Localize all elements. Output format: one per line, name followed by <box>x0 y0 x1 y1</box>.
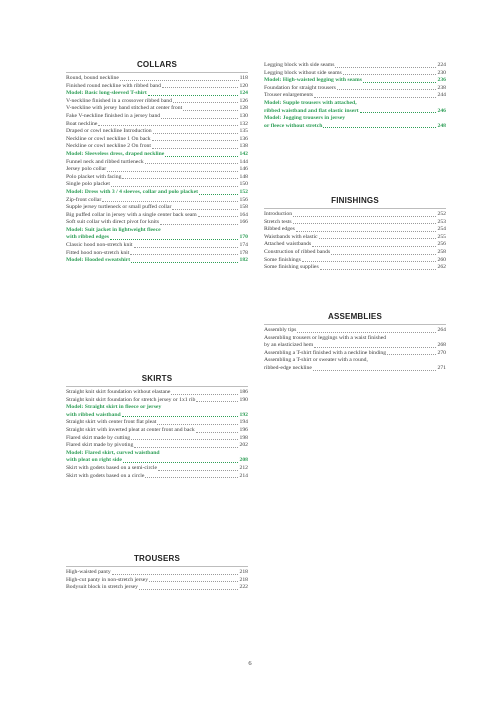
leader-dots <box>161 118 238 119</box>
toc-entry <box>66 128 248 136</box>
leader-dots <box>313 370 437 371</box>
leader-dots <box>120 80 239 81</box>
section-divider <box>66 566 248 567</box>
toc-entry-page: 208 <box>239 457 248 464</box>
toc-entry-title: Foundation for straight trousers <box>264 84 336 91</box>
toc-entry-title: Fitted hood non-stretch knit <box>66 249 130 256</box>
toc-entry-page: 142 <box>239 150 248 157</box>
toc-entry <box>264 211 446 219</box>
leader-dots <box>102 201 238 202</box>
leader-dots <box>172 209 238 210</box>
leader-dots <box>139 589 238 590</box>
leader-dots <box>162 87 239 88</box>
toc-entry-page: 158 <box>239 204 248 211</box>
toc-entry <box>66 159 248 167</box>
toc-entry-page: 152 <box>239 188 248 195</box>
toc-entry-page: 252 <box>437 211 446 217</box>
toc-entry-page: 186 <box>239 389 248 395</box>
toc-entry-title: Boat neckline <box>66 120 98 127</box>
toc-list-assemblies <box>264 327 446 373</box>
toc-entry-title: Polo placket with facing <box>66 173 122 180</box>
toc-entry <box>66 151 248 159</box>
section-divider <box>66 386 248 387</box>
toc-entry-page: 255 <box>437 233 446 240</box>
leader-dots <box>107 171 238 172</box>
toc-entry-page: 144 <box>239 158 248 165</box>
leader-dots <box>98 125 238 126</box>
toc-entry-page: 230 <box>437 69 446 76</box>
toc-entry-title: Fake V-neckline finished in a jersey band <box>66 112 161 119</box>
toc-list-finishings <box>264 211 446 272</box>
toc-entry-title: with ribbed edges <box>66 234 109 241</box>
leader-dots <box>131 439 238 440</box>
toc-list-trousers-continued <box>264 62 446 130</box>
toc-entry <box>66 450 248 465</box>
section-divider <box>264 208 446 209</box>
toc-entry <box>66 83 248 91</box>
toc-entry-page: 138 <box>239 143 248 150</box>
toc-entry-title: Skirt with godets based on a circle <box>66 472 145 479</box>
leader-dots <box>173 102 239 103</box>
leader-dots <box>157 424 238 425</box>
toc-entry <box>66 242 248 250</box>
toc-entry <box>66 105 248 113</box>
toc-entry <box>66 584 248 592</box>
toc-entry <box>264 100 446 115</box>
toc-entry-title: Model: Sleeveless dress, draped neckline <box>66 150 165 157</box>
leader-dots <box>293 223 437 224</box>
toc-entry-page: 202 <box>239 442 248 449</box>
toc-entry <box>66 113 248 121</box>
leader-dots <box>171 394 238 395</box>
leader-dots <box>145 477 238 478</box>
toc-entry-title: Classic hood non-stretch knit <box>66 242 133 249</box>
toc-entry-page: 182 <box>239 257 248 264</box>
leader-dots <box>297 332 436 333</box>
leader-dots <box>319 238 437 239</box>
leader-dots <box>360 112 437 113</box>
toc-entry-line <box>264 335 446 343</box>
toc-entry <box>264 357 446 372</box>
toc-entry <box>66 181 248 189</box>
toc-entry-title: Zip-front collar <box>66 196 102 203</box>
toc-entry-title: Construction of ribbed bands <box>264 248 331 255</box>
toc-entry-title: Soft suit collar with direct pivot for knits <box>66 219 160 226</box>
toc-entry-title: Single polo placket <box>66 181 110 188</box>
toc-entry <box>264 62 446 70</box>
assemblies-section <box>264 312 446 373</box>
toc-entry-title: V-neckline with jersey band stitched at center front <box>66 105 183 112</box>
leader-dots <box>134 247 239 248</box>
toc-entry-title: ribbed waistband and flat elastic insert <box>264 107 359 114</box>
leader-dots <box>122 416 239 417</box>
trousers-section <box>66 554 248 592</box>
leader-dots <box>198 216 239 217</box>
toc-entry-page: 198 <box>239 434 248 441</box>
toc-entry-title: Straight knit skirt foundation for stretch jersey or 1x1 rib <box>66 396 196 403</box>
toc-entry-line <box>66 450 248 458</box>
toc-entry-page: 262 <box>437 264 446 271</box>
toc-entry <box>66 75 248 83</box>
toc-entry <box>66 257 248 265</box>
toc-entry <box>264 335 446 350</box>
left-column <box>66 60 248 265</box>
toc-entry-title: ribbed-edge neckline <box>264 364 312 371</box>
toc-entry-page: 126 <box>239 97 248 104</box>
toc-entry-title: or fleece without stretch <box>264 122 323 129</box>
toc-entry <box>66 250 248 258</box>
toc-entry <box>66 473 248 481</box>
toc-entry-title: Model: High-waisted legging with seams <box>264 77 362 84</box>
toc-entry-title: Model: Dress with 3 / 4 sleeves, collar and polo placket <box>66 188 199 195</box>
leader-dots <box>314 347 436 348</box>
section-title-collars: COLLARS <box>136 60 178 69</box>
toc-entry-page: 146 <box>239 166 248 173</box>
toc-list-collars <box>66 75 248 265</box>
toc-entry-title: Some finishings <box>264 256 301 263</box>
toc-entry-title: Model: Supple trousers with attached, <box>264 99 357 106</box>
toc-entry-page: 238 <box>437 84 446 91</box>
toc-entry-title: Model: Jogging trousers in jersey <box>264 115 346 122</box>
toc-entry-page: 222 <box>239 584 248 591</box>
toc-entry-page: 196 <box>239 426 248 433</box>
toc-entry-title: Some finishing supplies <box>264 264 319 271</box>
toc-entry-page: 118 <box>239 75 248 81</box>
toc-entry-title: Round, bound neckline <box>66 75 119 81</box>
toc-entry <box>264 234 446 242</box>
leader-dots <box>335 67 436 68</box>
toc-entry <box>66 397 248 405</box>
toc-entry-page: 192 <box>239 411 248 418</box>
leader-dots <box>160 224 238 225</box>
leader-dots <box>387 354 436 355</box>
toc-entry <box>264 226 446 234</box>
toc-entry <box>66 143 248 151</box>
toc-entry <box>66 189 248 197</box>
leader-dots <box>337 89 437 90</box>
toc-entry-title: Straight skirt with center front flat pleat <box>66 419 157 426</box>
section-divider <box>264 324 446 325</box>
toc-entry-page: 150 <box>239 181 248 188</box>
leader-dots <box>293 216 436 217</box>
toc-entry <box>66 219 248 227</box>
toc-entry <box>66 427 248 435</box>
leader-dots <box>314 97 436 98</box>
toc-entry-line <box>264 365 446 373</box>
leader-dots <box>152 148 239 149</box>
toc-entry-title: Model: Straight skirt in fleece or jersey <box>66 404 162 411</box>
skirts-section <box>66 374 248 480</box>
toc-entry <box>264 249 446 257</box>
leader-dots <box>111 186 239 187</box>
toc-entry-page: 224 <box>437 62 446 68</box>
toc-entry-page: 212 <box>239 464 248 471</box>
page-number: 6 <box>248 660 252 667</box>
toc-entry-title: Jersey polo collar <box>66 166 107 173</box>
leader-dots <box>152 140 239 141</box>
leader-dots <box>165 156 238 157</box>
toc-entry-title: Neckline or cowl neckline 2 On front <box>66 143 151 150</box>
toc-list-skirts <box>66 389 248 480</box>
toc-entry <box>66 442 248 450</box>
toc-entry <box>264 85 446 93</box>
leader-dots <box>199 194 238 195</box>
toc-entry <box>264 327 446 335</box>
toc-entry-title: Neckline or cowl neckline 1 On back <box>66 135 151 142</box>
section-title-skirts: SKIRTS <box>141 374 173 383</box>
toc-entry-title: Finished round neckline with ribbed band <box>66 82 161 89</box>
right-column <box>264 62 446 130</box>
leader-dots <box>131 262 238 263</box>
toc-entry-page: 135 <box>239 128 248 135</box>
toc-entry-page: 258 <box>437 248 446 255</box>
toc-entry-page: 271 <box>437 364 446 371</box>
toc-entry <box>66 121 248 129</box>
leader-dots <box>145 163 239 164</box>
toc-entry-line <box>264 100 446 108</box>
toc-entry <box>66 404 248 419</box>
leader-dots <box>296 231 437 232</box>
leader-dots <box>323 127 436 128</box>
leader-dots <box>110 239 238 240</box>
toc-entry-title: Model: Flared skirt, curved waistband <box>66 449 160 456</box>
toc-entry <box>264 115 446 130</box>
toc-entry-page: 246 <box>437 107 446 114</box>
toc-entry-page: 170 <box>239 234 248 241</box>
toc-entry-page: 264 <box>437 327 446 333</box>
leader-dots <box>312 246 436 247</box>
toc-entry <box>66 465 248 473</box>
toc-entry <box>264 77 446 85</box>
toc-entry-title: Flared skirt made by pivoting <box>66 442 134 449</box>
toc-entry-page: 174 <box>239 242 248 249</box>
toc-entry-page: 260 <box>437 256 446 263</box>
toc-entry-title: Straight knit skirt foundation without elastane <box>66 389 171 395</box>
toc-entry-page: 164 <box>239 211 248 218</box>
toc-entry-page: 256 <box>437 241 446 248</box>
toc-entry <box>66 435 248 443</box>
toc-entry <box>264 264 446 272</box>
toc-entry-title: by an elasticized hem <box>264 342 314 349</box>
leader-dots <box>134 447 238 448</box>
toc-entry <box>66 227 248 242</box>
toc-entry-line <box>264 342 446 350</box>
toc-entry-page: 120 <box>239 82 248 89</box>
leader-dots <box>123 462 239 463</box>
toc-entry-line <box>66 457 248 465</box>
leader-dots <box>302 261 437 262</box>
leader-dots <box>196 401 238 402</box>
toc-entry-page: 132 <box>239 120 248 127</box>
toc-entry-title: Assembling trousers or leggings with a waist finished <box>264 334 387 341</box>
leader-dots <box>183 110 238 111</box>
toc-entry-title: Draped or cowl neckline Introduction <box>66 128 152 135</box>
toc-entry-title: High-cut panty in non-stretch jersey <box>66 576 149 583</box>
toc-entry-page: 244 <box>437 92 446 99</box>
leader-dots <box>158 470 238 471</box>
toc-entry-page: 148 <box>239 173 248 180</box>
toc-entry-title: Legging block without side seams <box>264 69 342 76</box>
toc-entry-page: 194 <box>239 419 248 426</box>
toc-entry <box>264 350 446 358</box>
leader-dots <box>320 269 437 270</box>
toc-entry-page: 178 <box>239 249 248 256</box>
toc-entry-line <box>66 227 248 235</box>
toc-entry <box>264 70 446 78</box>
toc-entry-page: 124 <box>239 90 248 97</box>
toc-entry-title: Flared skirt made by cutting <box>66 434 131 441</box>
toc-entry-title: Bodysuit block in stretch jersey <box>66 584 139 591</box>
toc-entry-page: 130 <box>239 112 248 119</box>
section-title-assemblies: ASSEMBLIES <box>327 312 382 321</box>
toc-entry-title: Stretch tests <box>264 218 292 225</box>
toc-entry-title: Assembling a T-shirt finished with a neckline binding <box>264 349 387 356</box>
toc-entry-title: Introduction <box>264 211 293 217</box>
toc-entry-title: Supple jersey turtleneck or small puffed collar <box>66 204 172 211</box>
section-title-trousers: TROUSERS <box>133 554 181 563</box>
toc-entry <box>264 241 446 249</box>
toc-entry-page: 253 <box>437 218 446 225</box>
toc-entry-title: Assembly tips <box>264 327 297 333</box>
toc-entry-page: 218 <box>239 569 248 575</box>
toc-entry-page: 270 <box>437 349 446 356</box>
leader-dots <box>343 74 437 75</box>
toc-entry-line <box>66 234 248 242</box>
toc-entry <box>264 92 446 100</box>
toc-entry-title: Straight skirt with inverted pleat at center front and back <box>66 426 195 433</box>
toc-entry <box>66 389 248 397</box>
toc-entry-title: High-waisted panty <box>66 569 111 575</box>
toc-entry-page: 166 <box>239 219 248 226</box>
toc-entry <box>66 174 248 182</box>
section-title-finishings: FINISHINGS <box>331 196 379 205</box>
toc-entry-page: 190 <box>239 396 248 403</box>
leader-dots <box>130 254 238 255</box>
leader-dots <box>122 178 238 179</box>
toc-entry <box>66 197 248 205</box>
leader-dots <box>153 133 239 134</box>
toc-entry-title: Model: Suit jacket in lightweight fleece <box>66 226 161 233</box>
toc-entry-page: 136 <box>239 135 248 142</box>
toc-entry-title: Assembling a T-shirt or sweater with a round, <box>264 357 368 364</box>
toc-entry-title: Legging block with side seams <box>264 62 335 68</box>
toc-entry-page: 156 <box>239 196 248 203</box>
toc-entry-title: Funnel neck and ribbed turtleneck <box>66 158 144 165</box>
toc-list-trousers <box>66 569 248 592</box>
toc-entry-page: 254 <box>437 226 446 233</box>
toc-entry-title: V-neckline finished in a crossover ribbed band <box>66 97 172 104</box>
toc-entry-title: Big puffed collar in jersey with a single center back seam <box>66 211 197 218</box>
toc-entry <box>66 569 248 577</box>
toc-entry-title: Waistbands with elastic <box>264 233 318 240</box>
toc-entry-title: with ribbed waistband <box>66 411 121 418</box>
toc-entry <box>66 166 248 174</box>
toc-entry-title: Model: Basic long-sleeved T-shirt <box>66 90 147 97</box>
toc-entry <box>66 577 248 585</box>
toc-entry-title: Ribbed edges <box>264 226 295 233</box>
toc-entry <box>66 90 248 98</box>
leader-dots <box>196 432 239 433</box>
leader-dots <box>149 581 238 582</box>
toc-entry <box>66 419 248 427</box>
toc-entry-line <box>66 404 248 412</box>
toc-entry-title: Attached waistbands <box>264 241 312 248</box>
leader-dots <box>148 95 239 96</box>
toc-entry-line <box>264 357 446 365</box>
toc-entry-line <box>264 115 446 123</box>
toc-entry-title: Skirt with godets based on a semi-circle <box>66 464 157 471</box>
section-divider <box>66 72 248 73</box>
toc-entry-line <box>264 123 446 131</box>
toc-entry-page: 248 <box>437 122 446 129</box>
toc-entry-page: 236 <box>437 77 446 84</box>
leader-dots <box>112 574 239 575</box>
toc-entry <box>66 204 248 212</box>
leader-dots <box>363 82 437 83</box>
toc-entry-title: Model: Hooded sweatshirt <box>66 257 131 264</box>
leader-dots <box>331 254 436 255</box>
toc-entry-page: 214 <box>239 472 248 479</box>
toc-entry-title: with pleat on right side <box>66 457 122 464</box>
toc-entry-page: 268 <box>437 342 446 349</box>
finishings-section <box>264 196 446 272</box>
toc-entry-line <box>264 108 446 116</box>
toc-entry-page: 218 <box>239 576 248 583</box>
toc-entry-page: 128 <box>239 105 248 112</box>
toc-entry <box>264 219 446 227</box>
toc-entry-title: Trouser enlargements <box>264 92 314 99</box>
